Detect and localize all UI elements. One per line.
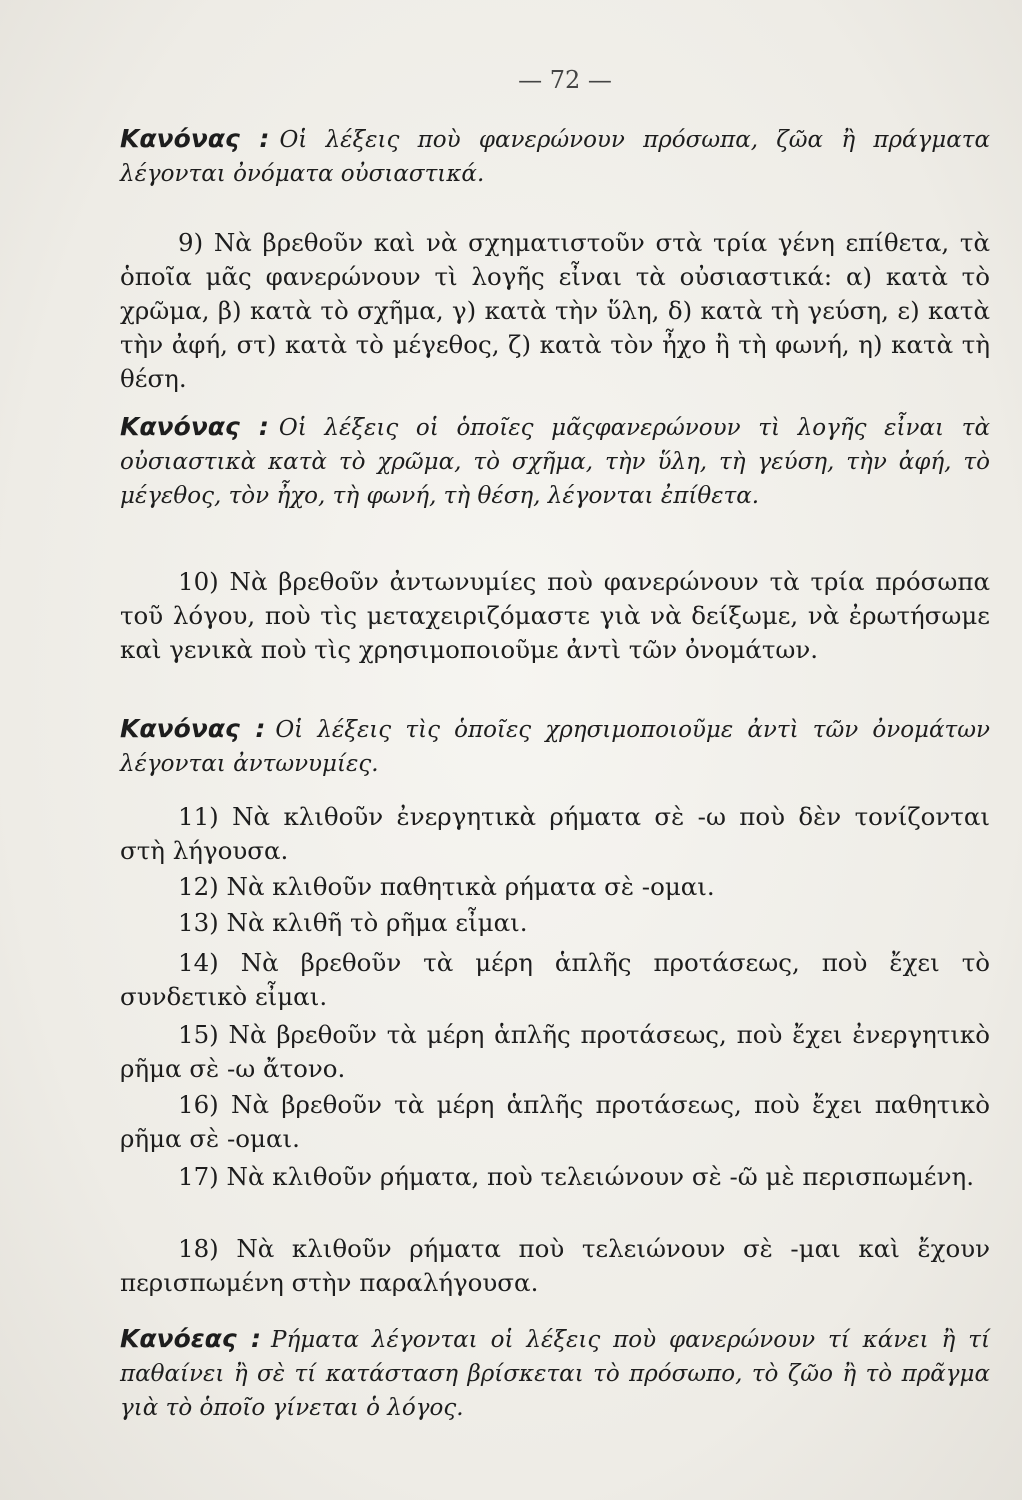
exercise-text: 9) Νὰ βρεθοῦν καὶ νὰ σχηματιστοῦν στὰ τρία γένη επίθετα, τὰ ὁποῖα μᾶς φανερώνουν τὶ λογῆς εἶναι τὰ οὐσιαστικά: α) κατὰ τὸ χρῶμα, β) κατὰ τὸ σχῆμα, γ) κατὰ τὴν ὕλη, δ) κατὰ τὴ γεύση, ε) κατὰ τὴν ἀφή, στ) κατὰ τὸ μέγεθος, ζ) κατὰ τὸν ἦχο ἢ τὴ φωνή, η) κατὰ τὴ θέση. [120,228,990,393]
rule-label: Κανόνας : [120,412,269,441]
exercise-18 [120,1232,990,1300]
exercise-text: 10) Νὰ βρεθοῦν ἀντωνυμίες ποὺ φανερώνουν τὰ τρία πρόσωπα τοῦ λόγου, ποὺ τὶς μεταχειριζόμαστε γιὰ νὰ δείξωμε, νὰ ἐρωτήσωμε καὶ γενικὰ ποὺ τὶς χρησιμοποιοῦμε ἀντὶ τῶν ὀνομάτων. [120,567,990,664]
page-number: — 72 — [518,66,612,94]
exercise-text: 13) Νὰ κλιθῆ τὸ ρῆμα εἶμαι. [178,908,528,937]
exercise-text: 14) Νὰ βρεθοῦν τὰ μέρη ἁπλῆς προτάσεως, ποὺ ἔχει τὸ συνδετικὸ εἶμαι. [120,948,990,1011]
exercise-14 [120,946,990,1014]
exercise-15 [120,1018,990,1086]
rule-text: Οἱ λέξεις ποὺ φανερώνουν πρόσωπα, ζῶα ἢ πράγματα λέγονται ὀνόματα οὐσιαστικά. [120,127,991,187]
rule-text: Οἱ λέξεις τὶς ὁποῖες χρησιμοποιοῦμε ἀντὶ τῶν ὀνομάτων λέγονται ἀντωνυμίες. [120,717,990,777]
rule-1 [120,122,990,191]
exercise-text: 12) Νὰ κλιθοῦν παθητικὰ ρήματα σὲ -ομαι. [178,872,715,901]
exercise-13 [120,906,990,940]
exercise-12 [120,870,990,904]
rule-4 [120,1322,990,1425]
rule-text: Ρήματα λέγονται οἱ λέξεις ποὺ φανερώνουν τί κάνει ἢ τί παθαίνει ἢ σὲ τί κατάσταση βρίσκεται τὸ πρόσωπο, τὸ ζῶο ἢ τὸ πρᾶγμα γιὰ τὸ ὁποῖο γίνεται ὁ λόγος. [120,1327,990,1421]
rule-label: Κανόνας : [120,714,266,743]
exercise-text: 17) Νὰ κλιθοῦν ρήματα, ποὺ τελειώνουν σὲ -ῶ μὲ περισπωμένη. [178,1162,974,1191]
rule-text: Οἱ λέξεις οἱ ὁποῖες μᾶςφανερώνουν τὶ λογῆς εἶναι τὰ οὐσιαστικὰ κατὰ τὸ χρῶμα, τὸ σχῆμα, τὴν ὕλη, τὴ γεύση, τὴν ἀφή, τὸ μέγεθος, τὸν ἦχο, τὴ φωνή, τὴ θέση, λέγονται ἐπίθετα. [120,415,990,509]
exercise-16 [120,1088,990,1156]
exercise-text: 18) Νὰ κλιθοῦν ρήματα ποὺ τελειώνουν σὲ -μαι καὶ ἔχουν περισπωμένη στὴν παραλήγουσα. [120,1234,990,1297]
exercise-text: 16) Νὰ βρεθοῦν τὰ μέρη ἁπλῆς προτάσεως, ποὺ ἔχει παθητικὸ ρῆμα σὲ -ομαι. [120,1090,990,1153]
rule-2 [120,410,990,513]
exercise-11 [120,800,990,868]
exercise-17 [120,1160,990,1194]
rule-label: Κανόνας : [120,124,270,153]
exercise-text: 11) Νὰ κλιθοῦν ἐνεργητικὰ ρήματα σὲ -ω ποὺ δὲν τονίζονται στὴ λήγουσα. [120,802,990,865]
rule-3 [120,712,990,781]
rule-label: Κανόεας : [120,1324,261,1353]
exercise-text: 15) Νὰ βρεθοῦν τὰ μέρη ἁπλῆς προτάσεως, ποὺ ἔχει ἐνεργητικὸ ρῆμα σὲ -ω ἄτονο. [120,1020,990,1083]
exercise-9 [120,226,990,396]
exercise-10 [120,565,990,667]
